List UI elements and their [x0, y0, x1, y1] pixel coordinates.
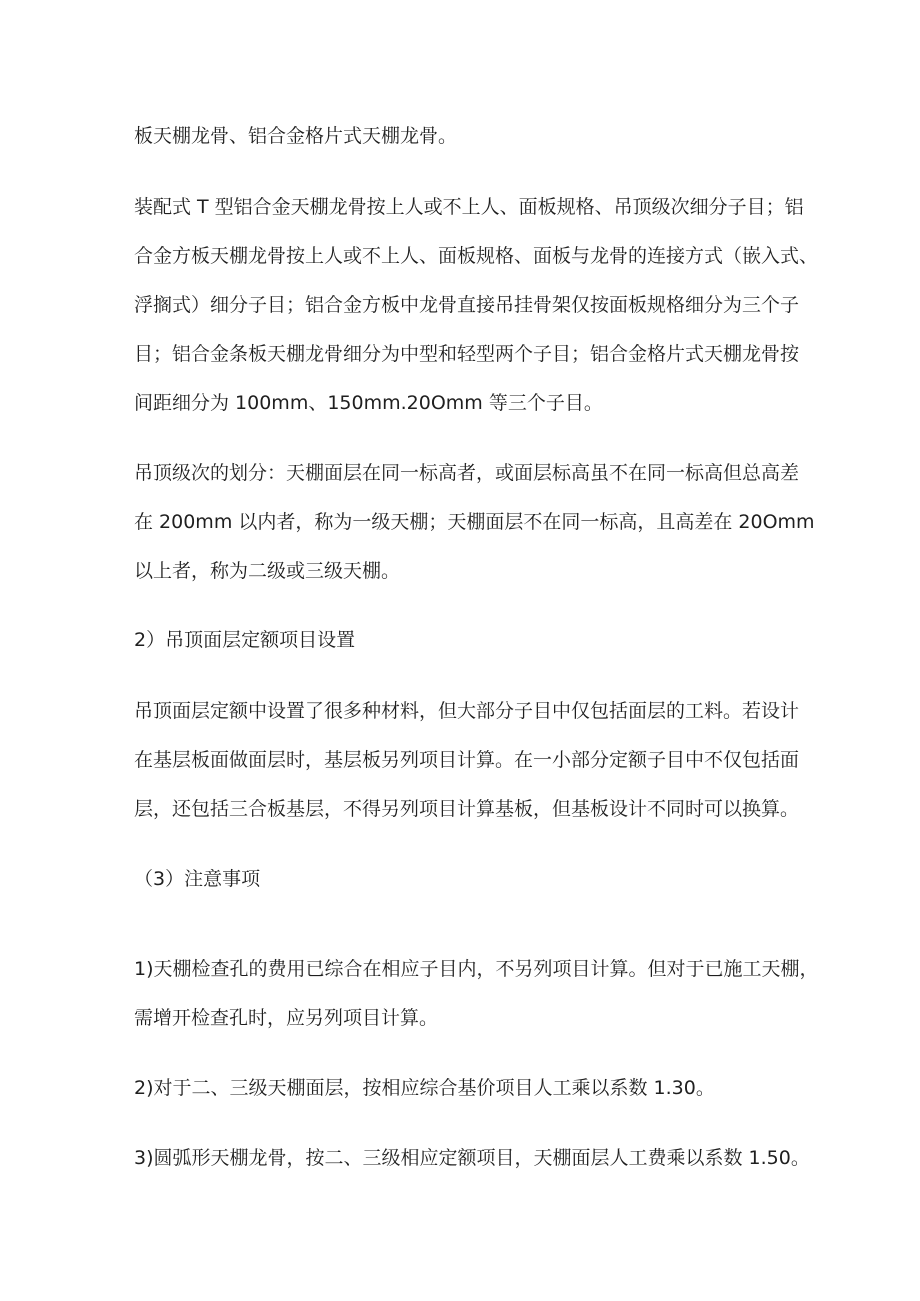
text-line: 吊顶级次的划分：天棚面层在同一标高者，或面层标高虽不在同一标高但总高差	[134, 462, 800, 484]
text-line: 板天棚龙骨、铝合金格片式天棚龙骨。	[134, 125, 458, 147]
section-heading: 2）吊顶面层定额项目设置	[134, 629, 356, 651]
text-line: 间距细分为 100mm、150mm.20Omm 等三个子目。	[134, 392, 603, 414]
text-line: 吊顶面层定额中设置了很多种材料，但大部分子目中仅包括面层的工料。若设计	[134, 700, 800, 722]
text-line: 在 200mm 以内者，称为一级天棚；天棚面层不在同一标高，且高差在 20Omm	[134, 511, 815, 533]
text-line: 2)对于二、三级天棚面层，按相应综合基价项目人工乘以系数 1.30。	[134, 1077, 715, 1099]
text-line: 装配式 T 型铝合金天棚龙骨按上人或不上人、面板规格、吊顶级次细分子目；铝	[134, 196, 804, 218]
text-line: 合金方板天棚龙骨按上人或不上人、面板规格、面板与龙骨的连接方式（嵌入式、	[134, 245, 819, 267]
text-line: 在基层板面做面层时，基层板另列项目计算。在一小部分定额子目中不仅包括面	[134, 749, 800, 771]
text-line: 层，还包括三合板基层，不得另列项目计算基板，但基板设计不同时可以换算。	[134, 798, 800, 820]
text-line: 3)圆弧形天棚龙骨，按二、三级相应定额项目，天棚面层人工费乘以系数 1.50。	[134, 1147, 810, 1169]
text-line: 目；铝合金条板天棚龙骨细分为中型和轻型两个子目；铝合金格片式天棚龙骨按	[134, 343, 800, 365]
section-heading: （3）注意事项	[134, 868, 261, 890]
text-line: 需增开检查孔时，应另列项目计算。	[134, 1007, 439, 1029]
text-line: 浮搁式）细分子目；铝合金方板中龙骨直接吊挂骨架仅按面板规格细分为三个子	[134, 294, 800, 316]
text-line: 以上者，称为二级或三级天棚。	[134, 560, 401, 582]
text-line: 1)天棚检查孔的费用已综合在相应子目内，不另列项目计算。但对于已施工天棚，	[134, 958, 819, 980]
